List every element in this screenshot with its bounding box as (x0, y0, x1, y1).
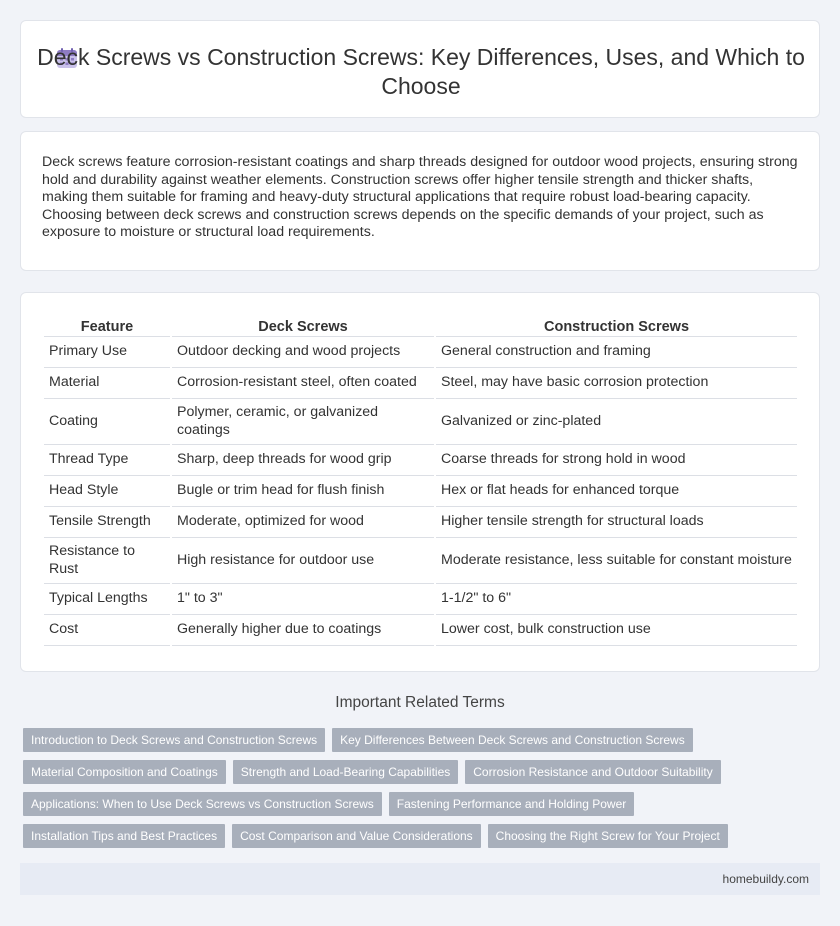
related-term-tag[interactable]: Applications: When to Use Deck Screws vs Construction Screws (23, 792, 382, 816)
table-cell: Moderate resistance, less suitable for constant moisture (436, 538, 797, 584)
related-term-tag[interactable]: Key Differences Between Deck Screws and Construction Screws (332, 728, 693, 752)
related-term-tag[interactable]: Fastening Performance and Holding Power (389, 792, 634, 816)
table-cell: Coarse threads for strong hold in wood (436, 445, 797, 476)
table-cell: Higher tensile strength for structural loads (436, 507, 797, 538)
related-terms-row (23, 760, 721, 784)
footer (20, 863, 820, 895)
table-cell: Head Style (44, 476, 170, 507)
page-title: Deck Screws vs Construction Screws: Key Differences, Uses, and Which to Choose (37, 44, 805, 99)
footer-site-link[interactable]: homebuildy.com (722, 872, 809, 886)
header-feature: Feature (44, 315, 170, 337)
table-cell: Coating (44, 399, 170, 445)
related-term-tag[interactable]: Installation Tips and Best Practices (23, 824, 225, 848)
related-term-tag[interactable]: Strength and Load-Bearing Capabilities (233, 760, 458, 784)
table-row (44, 538, 797, 584)
table-cell: Galvanized or zinc-plated (436, 399, 797, 445)
related-terms-row (23, 792, 634, 816)
table-row (44, 445, 797, 476)
table-row (44, 399, 797, 445)
table-cell: Outdoor decking and wood projects (172, 337, 434, 368)
table-cell: Moderate, optimized for wood (172, 507, 434, 538)
table-row (44, 615, 797, 646)
related-term-tag[interactable]: Material Composition and Coatings (23, 760, 226, 784)
table-cell: Generally higher due to coatings (172, 615, 434, 646)
table-row (44, 584, 797, 615)
related-term-tag[interactable]: Introduction to Deck Screws and Construction Screws (23, 728, 325, 752)
table-cell: 1-1/2" to 6" (436, 584, 797, 615)
comparison-card (20, 292, 820, 672)
header-construction-screws: Construction Screws (436, 315, 797, 337)
table-cell: Primary Use (44, 337, 170, 368)
table-header-row (44, 315, 797, 337)
table-row (44, 368, 797, 399)
header-deck-screws: Deck Screws (172, 315, 434, 337)
table-cell: Bugle or trim head for flush finish (172, 476, 434, 507)
table-cell: Polymer, ceramic, or galvanized coatings (172, 399, 434, 445)
title-card (20, 20, 820, 118)
intro-card (20, 131, 820, 271)
table-cell: Thread Type (44, 445, 170, 476)
intro-paragraph: Deck screws feature corrosion-resistant coatings and sharp threads designed for outdoor wood projects, ensuring strong hold and durability against weather elements. Construction screws offer higher tensile strength and thicker shafts, making them suitable for framing and heavy-duty structural applications that require robust load-bearing capacity. Choosing between deck screws and construction screws depends on the specific demands of your project, such as exposure to moisture or structural load requirements. (42, 154, 798, 241)
table-cell: 1" to 3" (172, 584, 434, 615)
table-cell: Steel, may have basic corrosion protection (436, 368, 797, 399)
table-cell: Corrosion-resistant steel, often coated (172, 368, 434, 399)
table-cell: Lower cost, bulk construction use (436, 615, 797, 646)
table-cell: Tensile Strength (44, 507, 170, 538)
table-cell: Cost (44, 615, 170, 646)
table-row (44, 507, 797, 538)
table-row (44, 476, 797, 507)
related-terms-row (23, 728, 693, 752)
related-term-tag[interactable]: Corrosion Resistance and Outdoor Suitability (465, 760, 720, 784)
table-cell: General construction and framing (436, 337, 797, 368)
related-term-tag[interactable]: Cost Comparison and Value Considerations (232, 824, 481, 848)
table-cell: Sharp, deep threads for wood grip (172, 445, 434, 476)
related-terms-heading: Important Related Terms (335, 694, 505, 711)
related-terms-row (23, 824, 728, 848)
table-row (44, 337, 797, 368)
related-term-tag[interactable]: Choosing the Right Screw for Your Project (488, 824, 728, 848)
table-cell: Typical Lengths (44, 584, 170, 615)
table-cell: Material (44, 368, 170, 399)
table-cell: Resistance to Rust (44, 538, 170, 584)
table-cell: High resistance for outdoor use (172, 538, 434, 584)
table-cell: Hex or flat heads for enhanced torque (436, 476, 797, 507)
comparison-table (42, 315, 799, 646)
